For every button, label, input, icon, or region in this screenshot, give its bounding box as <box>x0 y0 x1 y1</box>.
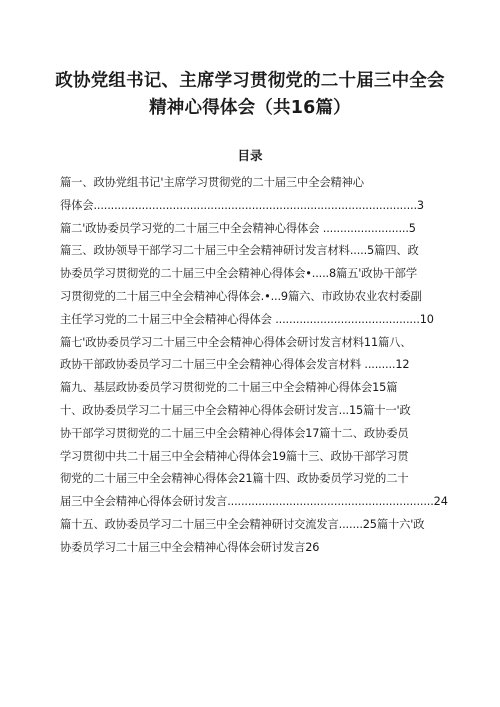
title-line-2: 精神心得体会（共16篇） <box>149 98 351 118</box>
toc-line[interactable]: 篇三、政协领导干部学习二十届三中全会精神研讨发言材料.....5篇四、政 <box>60 244 419 258</box>
toc-line[interactable]: 篇一、政协党组书记'主席学习贯彻党的二十届三中全会精神心 <box>60 176 364 189</box>
toc-line[interactable]: 协干部学习贯彻党的二十届三中全会精神心得体会17篇十二、政协委员 <box>60 426 409 440</box>
toc-line[interactable]: 协委员学习二十届三中全会精神心得体会研讨发言26 <box>60 540 320 554</box>
title-line-1: 政协党组书记、主席学习贯彻党的二十届三中全会 <box>55 71 445 91</box>
toc-line[interactable]: 学习贯彻中共二十届三中全会精神心得体会19篇十三、政协干部学习贯 <box>60 449 409 463</box>
table-of-contents <box>60 172 455 560</box>
toc-line[interactable]: 彻党的二十届三中全会精神心得体会21篇十四、政协委员学习党的二十 <box>60 472 409 486</box>
toc-line[interactable]: 届三中全会精神心得体会研讨发言............................................................24 <box>60 495 448 509</box>
toc-line[interactable]: 主任学习党的二十届三中全会精神心得体会 ..........................................10 <box>60 312 434 326</box>
toc-line[interactable]: 篇十五、政协委员学习二十届三中全会精神研讨交流发言.......25篇十六'政 <box>60 517 425 531</box>
document-title <box>40 68 460 122</box>
toc-line[interactable]: 政协干部政协委员学习二十届三中全会精神心得体会发言材料 .........12 <box>60 358 410 372</box>
toc-line[interactable]: 篇九、基层政协委员学习贯彻党的二十届三中全会精神心得体会15篇 <box>60 381 398 395</box>
toc-heading: 目录 <box>237 148 263 163</box>
toc-line[interactable]: 十、政协委员学习二十届三中全会精神心得体会研讨发言...15篇十一'政 <box>60 403 411 417</box>
toc-line[interactable]: 习贯彻党的二十届三中全会精神心得体会.•...9篇六、市政协农业农村委副 <box>60 289 422 303</box>
toc-line[interactable]: 得体会..............................................................................................3 <box>60 198 424 212</box>
toc-line[interactable]: 协委员学习贯彻党的二十届三中全会精神心得体会•.....8篇五'政协干部学 <box>60 267 417 281</box>
toc-line[interactable]: 篇七'政协委员学习二十届三中全会精神心得体会研讨发言材料11篇八、 <box>60 335 412 349</box>
toc-line[interactable]: 篇二'政协委员学习党的二十届三中全会精神心得体会 .........................5 <box>60 221 416 235</box>
